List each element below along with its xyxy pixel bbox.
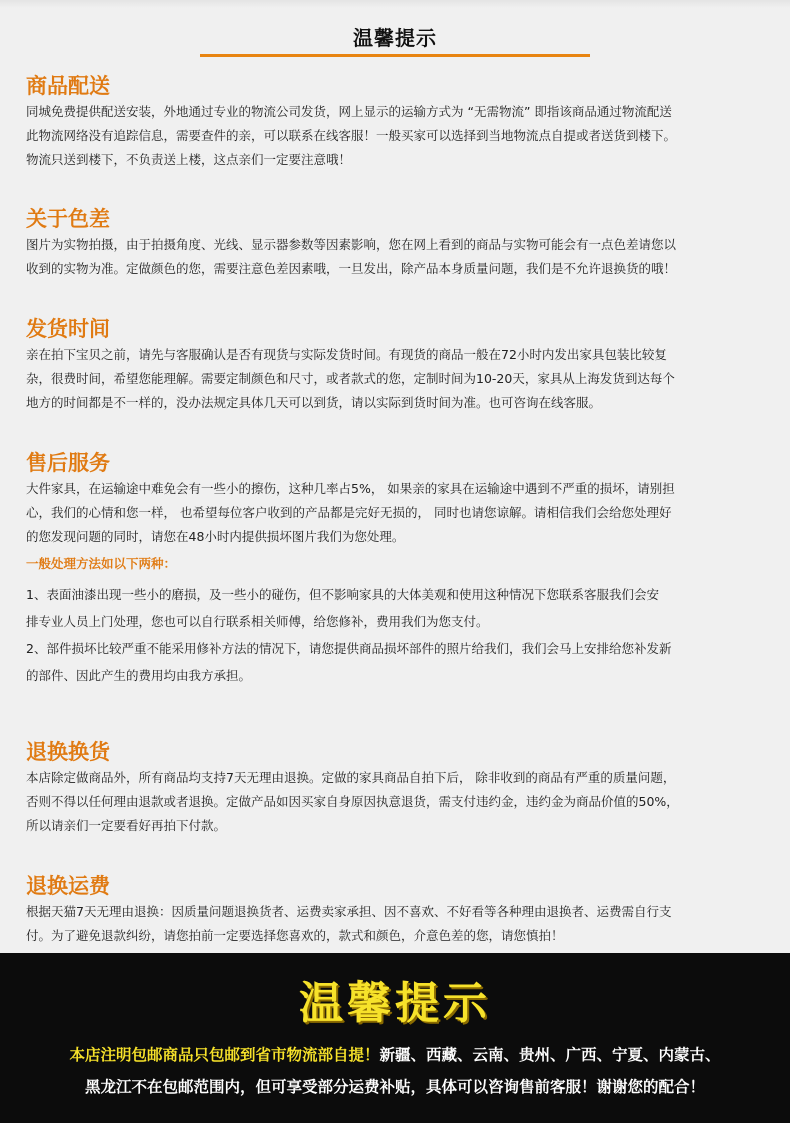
banner-highlight: 本店注明包邮商品只包邮到省市物流部自提！ xyxy=(69,1046,380,1064)
section-heading: 商品配送 xyxy=(26,74,110,98)
method-line: 1、表面油漆出现一些小的磨损，及一些小的碰伤，但不影响家具的大体美观和使用这种情况下您联系客服我们会安 xyxy=(26,587,659,602)
text-line: 地方的时间都是不一样的，没办法规定具体几天可以到货，请以实际到货时间为准。也可咨询在线客服。 xyxy=(26,395,602,410)
section-body xyxy=(26,766,782,838)
section-heading: 关于色差 xyxy=(26,207,110,231)
section-heading: 退换运费 xyxy=(26,874,110,898)
method-line: 2、部件损坏比较严重不能采用修补方法的情况下，请您提供商品损坏部件的照片给我们，我们会马上安排给您补发新 xyxy=(26,641,672,656)
text-line: 所以请亲们一定要看好再拍下付款。 xyxy=(26,818,227,833)
method-line: 排专业人员上门处理，您也可以自行联系相关师傅，给您修补，费用我们为您支付。 xyxy=(26,614,489,629)
text-line: 此物流网络没有追踪信息，需要查件的亲，可以联系在线客服！一般买家可以选择到当地物流点自提或者送货到楼下。 xyxy=(26,128,677,143)
banner-title: 温馨提示 xyxy=(299,978,491,1029)
text-line: 杂，很费时间，希望您能理解。需要定制颜色和尺寸，或者款式的您，定制时间为10-20天，家具从上海发货到达每个 xyxy=(26,371,675,386)
section-body xyxy=(26,100,782,172)
page-title: 温馨提示 xyxy=(353,26,437,50)
text-line: 的您发现问题的同时，请您在48小时内提供损坏图片我们为您处理。 xyxy=(26,529,405,544)
section-heading: 退换换货 xyxy=(26,740,110,764)
text-line: 心，我们的心情和您一样， 也希望每位客户收到的产品都是完好无损的， 同时也请您谅解。请相信我们会给您处理好 xyxy=(26,505,672,520)
section-body xyxy=(26,477,782,688)
banner-regions: 新疆、西藏、云南、贵州、广西、宁夏、内蒙古、 xyxy=(379,1046,721,1064)
title-underline xyxy=(200,54,590,57)
notice-banner xyxy=(0,953,790,1123)
section-heading: 发货时间 xyxy=(26,317,110,341)
text-line: 根据天猫7天无理由退换：因质量问题退换货者、运费卖家承担、因不喜欢、不好看等各种理由退换者、运费需自行支 xyxy=(26,904,672,919)
text-line: 图片为实物拍摄，由于拍摄角度、光线、显示器参数等因素影响，您在网上看到的商品与实物可能会有一点色差请您以 xyxy=(26,237,677,252)
text-line: 付。为了避免退款纠纷，请您拍前一定要选择您喜欢的，款式和颜色，介意色差的您，请您慎拍！ xyxy=(26,928,564,943)
top-strip xyxy=(0,0,790,8)
text-line: 否则不得以任何理由退款或者退换。定做产品如因买家自身原因执意退货，需支付违约金，违约金为商品价值的50%， xyxy=(26,794,679,809)
section-body xyxy=(26,233,782,281)
text-line: 大件家具，在运输途中难免会有一些小的擦伤，这种几率占5%， 如果亲的家具在运输途中遇到不严重的损坏，请别担 xyxy=(26,481,675,496)
text-line: 本店除定做商品外，所有商品均支持7天无理由退换。定做的家具商品自拍下后， 除非收到的商品有严重的质量问题， xyxy=(26,770,676,785)
text-line: 物流只送到楼下，不负责送上楼，这点亲们一定要注意哦！ xyxy=(26,152,352,167)
text-line: 收到的实物为准。定做颜色的您，需要注意色差因素哦，一旦发出，除产品本身质量问题，我们是不允许退换货的哦！ xyxy=(26,261,677,276)
section-body xyxy=(26,900,782,948)
handling-methods-heading: 一般处理方法如以下两种： xyxy=(26,556,177,571)
method-line: 的部件、因此产生的费用均由我方承担。 xyxy=(26,668,252,683)
text-line: 同城免费提供配送安装，外地通过专业的物流公司发货，网上显示的运输方式为 “无需物流” 即指该商品通过物流配送 xyxy=(26,104,672,119)
section-body xyxy=(26,343,782,415)
section-heading: 售后服务 xyxy=(26,451,110,475)
banner-line-1 xyxy=(0,1043,790,1065)
text-line: 亲在拍下宝贝之前，请先与客服确认是否有现货与实际发货时间。有现货的商品一般在72小时内发出家具包装比较复 xyxy=(26,347,667,362)
banner-line-2: 黑龙江不在包邮范围内，但可享受部分运费补贴，具体可以咨询售前客服！谢谢您的配合！ xyxy=(84,1078,705,1096)
